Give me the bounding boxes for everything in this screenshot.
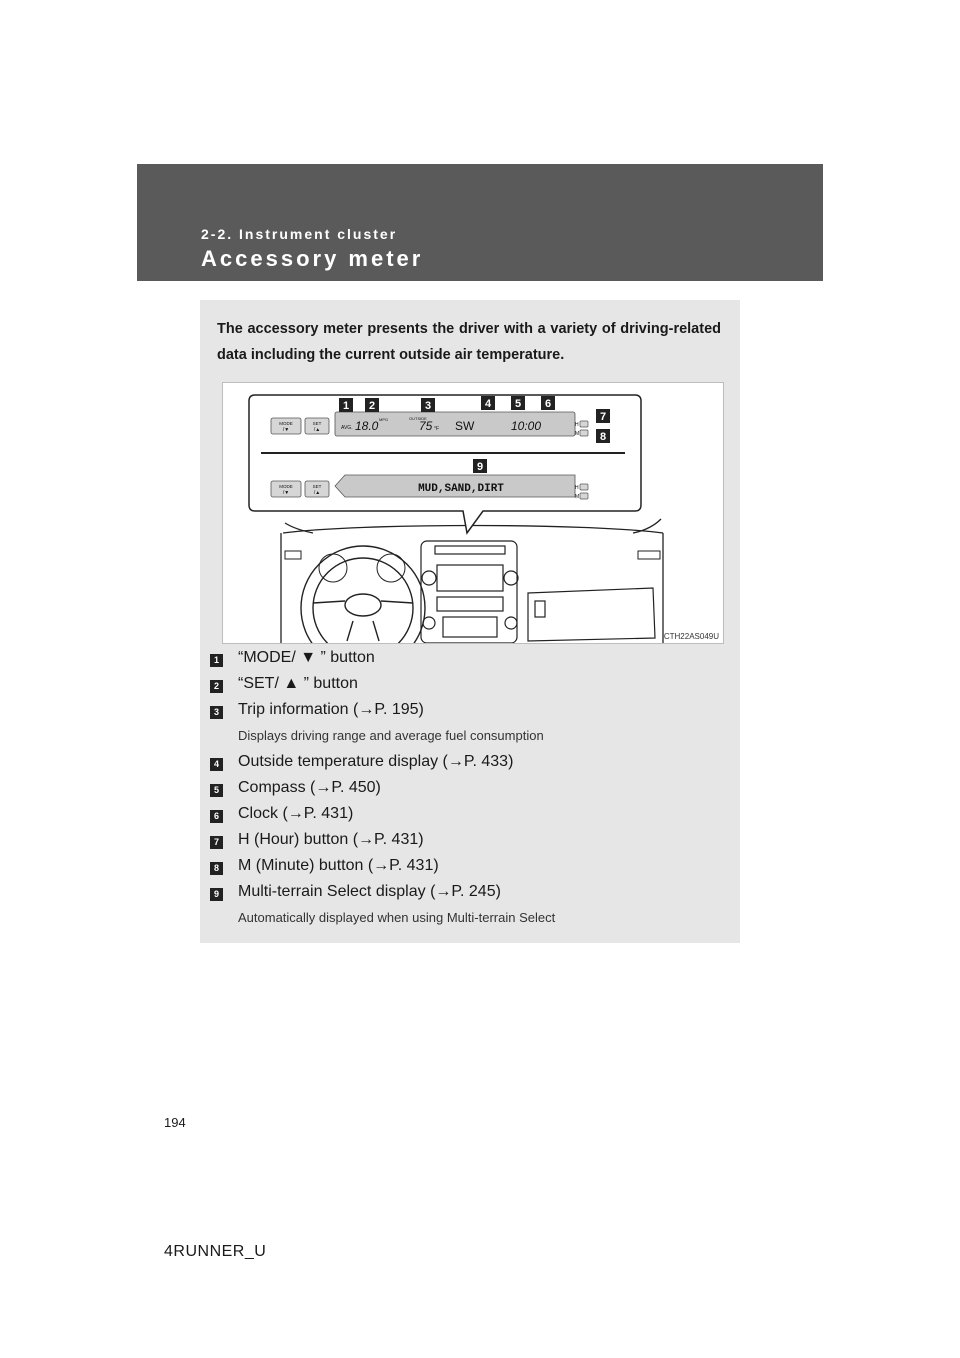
svg-text:2: 2 xyxy=(368,400,376,412)
m-button-bottom xyxy=(580,493,588,499)
svg-text:7: 7 xyxy=(599,411,607,423)
item-text: “SET/ ▲ ” button xyxy=(238,675,358,692)
temp-value: 75 xyxy=(419,419,433,433)
list-item xyxy=(200,882,740,908)
temp-unit: °F xyxy=(434,426,440,432)
item-number-badge: 1 xyxy=(210,654,223,667)
item-text: H (Hour) button (→P. 431) xyxy=(238,831,424,848)
intro-text: The accessory meter presents the driver with a variety of driving-related data including the current outside air temperature. xyxy=(217,321,721,363)
svg-text:4: 4 xyxy=(484,398,492,410)
item-number-badge: 5 xyxy=(210,784,223,797)
h-label-top: H xyxy=(575,422,579,428)
mode-button-top-label: MODE xyxy=(279,421,293,426)
list-item xyxy=(200,752,740,778)
svg-text:8: 8 xyxy=(599,431,607,443)
set-button-top-label: SET xyxy=(312,421,322,426)
h-button-bottom xyxy=(580,484,588,490)
accessory-meter-illustration xyxy=(223,383,723,643)
item-number-badge: 2 xyxy=(210,680,223,693)
list-item xyxy=(200,804,740,830)
item-number-badge: 3 xyxy=(210,706,223,719)
page-title: Accessory meter xyxy=(201,246,424,271)
list-item xyxy=(200,830,740,856)
m-label-bottom: M xyxy=(575,494,580,500)
list-item xyxy=(200,700,740,726)
section-label: 2-2. Instrument cluster xyxy=(201,226,398,242)
list-item xyxy=(200,778,740,804)
item-description: Displays driving range and average fuel consumption xyxy=(238,728,544,743)
svg-text:3: 3 xyxy=(424,400,432,412)
callout-list xyxy=(200,648,740,934)
avg-label: AVG. xyxy=(341,425,353,431)
item-number-badge: 8 xyxy=(210,862,223,875)
clock-value: 10:00 xyxy=(511,419,542,433)
item-text: Outside temperature display (→P. 433) xyxy=(238,753,514,770)
item-number-badge: 7 xyxy=(210,836,223,849)
item-text: Compass (→P. 450) xyxy=(238,779,381,796)
svg-text:/▲: /▲ xyxy=(313,490,321,496)
m-button-top xyxy=(580,430,588,436)
item-text: Trip information (→P. 195) xyxy=(238,701,424,718)
item-number-badge: 9 xyxy=(210,888,223,901)
terrain-value: MUD,SAND,DIRT xyxy=(418,483,504,495)
content-panel xyxy=(200,300,740,943)
footer-code: 4RUNNER_U xyxy=(164,1243,267,1260)
list-item-description xyxy=(200,908,740,934)
section-header xyxy=(137,164,823,281)
svg-text:5: 5 xyxy=(514,398,522,410)
svg-text:/▼: /▼ xyxy=(282,490,290,496)
list-item xyxy=(200,648,740,674)
item-number-badge: 4 xyxy=(210,758,223,771)
mpg-label: MPG xyxy=(379,417,389,422)
mode-button-bottom-label: MODE xyxy=(279,484,293,489)
page-number: 194 xyxy=(164,1115,186,1130)
list-item xyxy=(200,856,740,882)
svg-text:1: 1 xyxy=(342,400,350,412)
list-item xyxy=(200,674,740,700)
item-text: Clock (→P. 431) xyxy=(238,805,354,822)
m-label-top: M xyxy=(575,431,580,437)
item-text: Multi-terrain Select display (→P. 245) xyxy=(238,883,501,900)
item-number-badge: 6 xyxy=(210,810,223,823)
svg-text:6: 6 xyxy=(544,398,552,410)
h-button-top xyxy=(580,421,588,427)
item-description: Automatically displayed when using Multi-terrain Select xyxy=(238,910,556,925)
compass-value: SW xyxy=(455,419,475,433)
svg-text:9: 9 xyxy=(476,461,484,473)
gauge-right xyxy=(377,554,405,582)
h-label-bottom: H xyxy=(575,485,579,491)
set-button-bottom-label: SET xyxy=(312,484,322,489)
outside-label: OUTSIDE xyxy=(409,416,427,421)
svg-text:/▼: /▼ xyxy=(282,427,290,433)
list-item-description xyxy=(200,726,740,752)
figure-caption: CTH22AS049U xyxy=(663,632,719,641)
svg-text:/▲: /▲ xyxy=(313,427,321,433)
item-text: M (Minute) button (→P. 431) xyxy=(238,857,439,874)
item-text: “MODE/ ▼ ” button xyxy=(238,649,375,666)
mpg-value: 18.0 xyxy=(355,419,379,433)
accessory-meter-figure xyxy=(222,382,724,644)
